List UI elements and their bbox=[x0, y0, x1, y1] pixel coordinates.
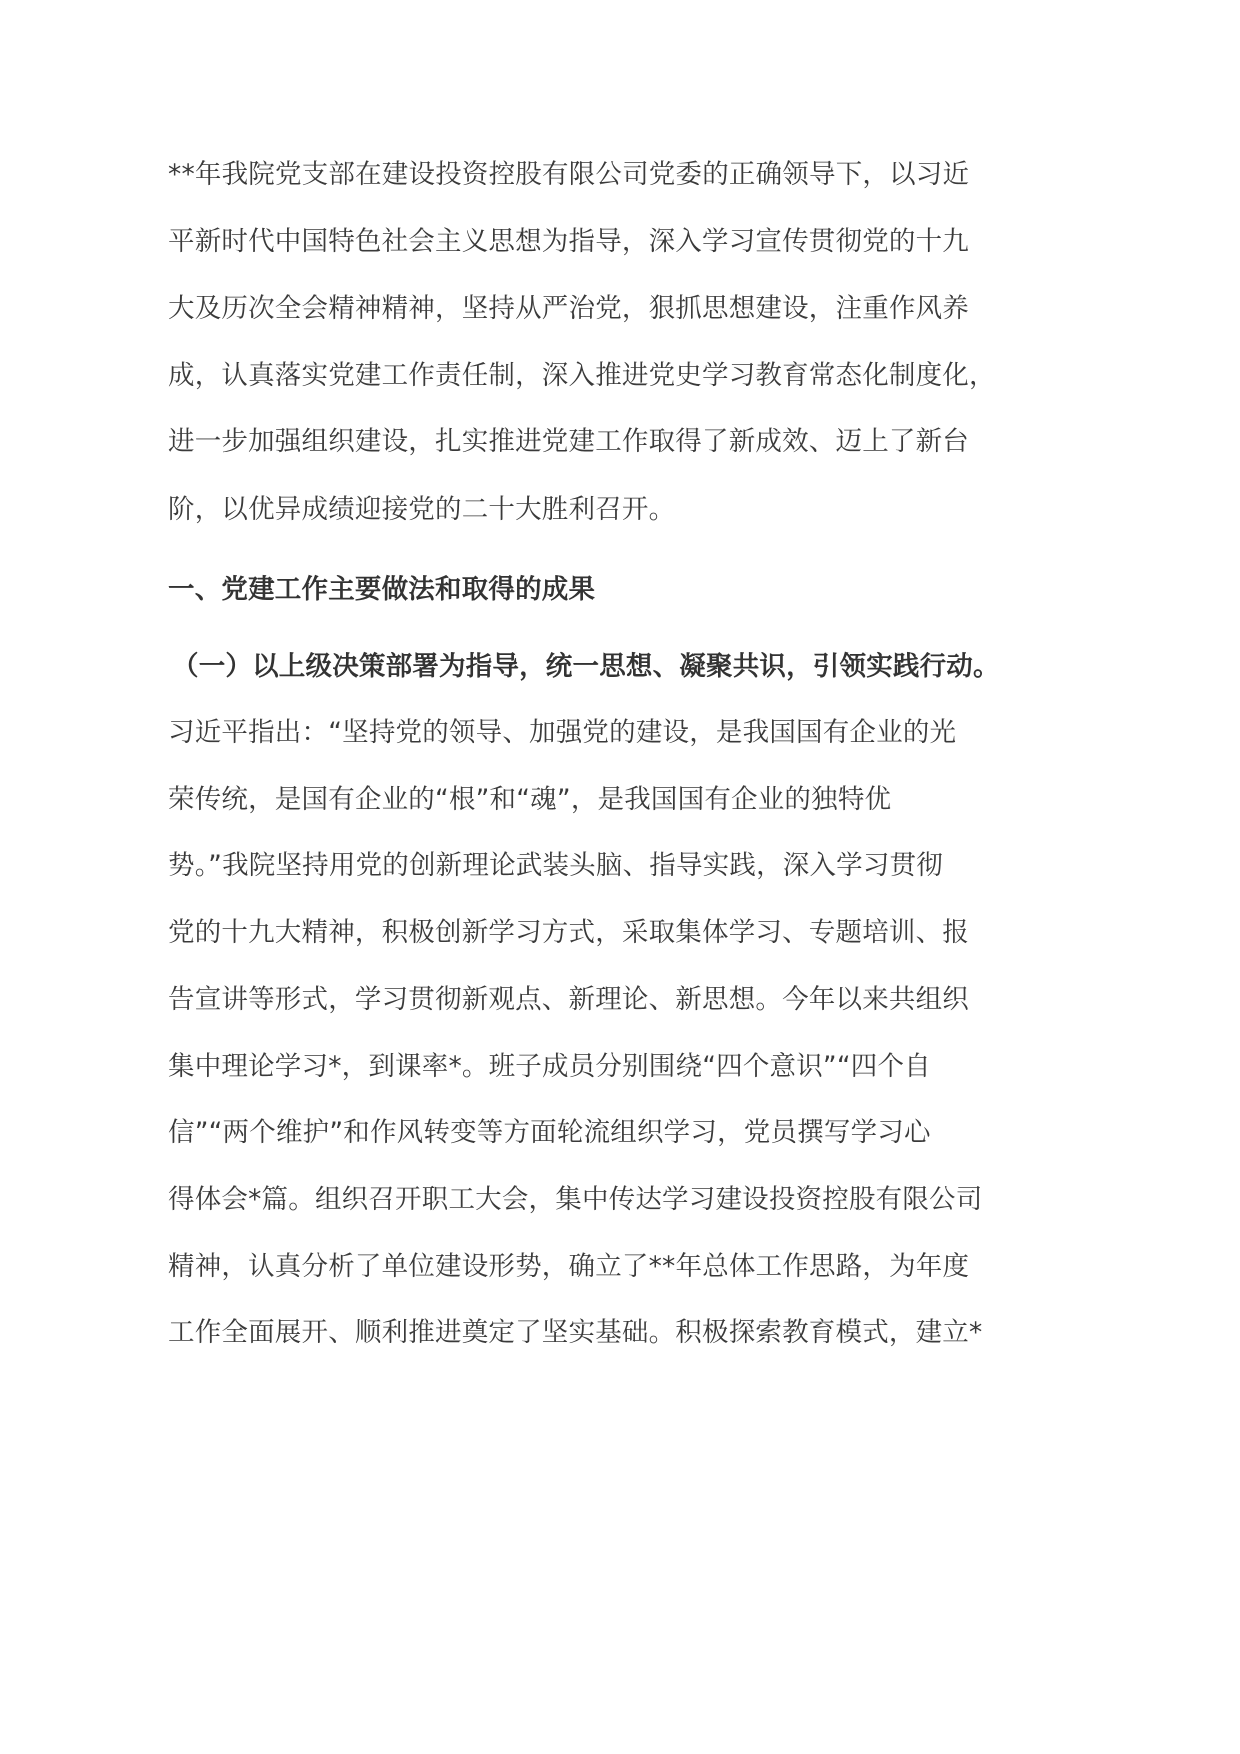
intro-line: 大及历次全会精神精神，坚持从严治党，狠抓思想建设，注重作风养 bbox=[168, 293, 969, 324]
body-line: 党的十九大精神，积极创新学习方式，采取集体学习、专题培训、报 bbox=[168, 917, 969, 948]
body-line: 习近平指出：“坚持党的领导、加强党的建设，是我国国有企业的光 bbox=[168, 717, 957, 748]
body-line: 荣传统，是国有企业的“根”和“魂”，是我国国有企业的独特优 bbox=[168, 784, 892, 815]
intro-line: 阶，以优异成绩迎接党的二十大胜利召开。 bbox=[168, 494, 676, 525]
subsection-heading: （一）以上级决策部署为指导，统一思想、凝聚共识，引领实践行动。 bbox=[172, 651, 1000, 682]
intro-line: **年我院党支部在建设投资控股有限公司党委的正确领导下，以习近 bbox=[168, 159, 970, 190]
intro-line: 平新时代中国特色社会主义思想为指导，深入学习宣传贯彻党的十九 bbox=[168, 226, 969, 257]
intro-line: 进一步加强组织建设，扎实推进党建工作取得了新成效、迈上了新台 bbox=[168, 426, 969, 457]
body-line: 工作全面展开、顺利推进奠定了坚实基础。积极探索教育模式，建立* bbox=[168, 1317, 983, 1348]
intro-line: 成，认真落实党建工作责任制，深入推进党史学习教育常态化制度化， bbox=[168, 360, 996, 391]
body-line: 精神，认真分析了单位建设形势，确立了**年总体工作思路，为年度 bbox=[168, 1251, 970, 1282]
body-line: 集中理论学习*，到课率*。班子成员分别围绕“四个意识”“四个自 bbox=[168, 1051, 931, 1082]
body-line: 得体会*篇。组织召开职工大会，集中传达学习建设投资控股有限公司 bbox=[168, 1184, 983, 1215]
body-line: 信”“两个维护”和作风转变等方面轮流组织学习，党员撰写学习心 bbox=[168, 1117, 931, 1148]
body-line: 势。”我院坚持用党的创新理论武装头脑、指导实践，深入学习贯彻 bbox=[168, 850, 943, 881]
body-line: 告宣讲等形式，学习贯彻新观点、新理论、新思想。今年以来共组织 bbox=[168, 984, 969, 1015]
section-heading: 一、党建工作主要做法和取得的成果 bbox=[168, 574, 596, 605]
